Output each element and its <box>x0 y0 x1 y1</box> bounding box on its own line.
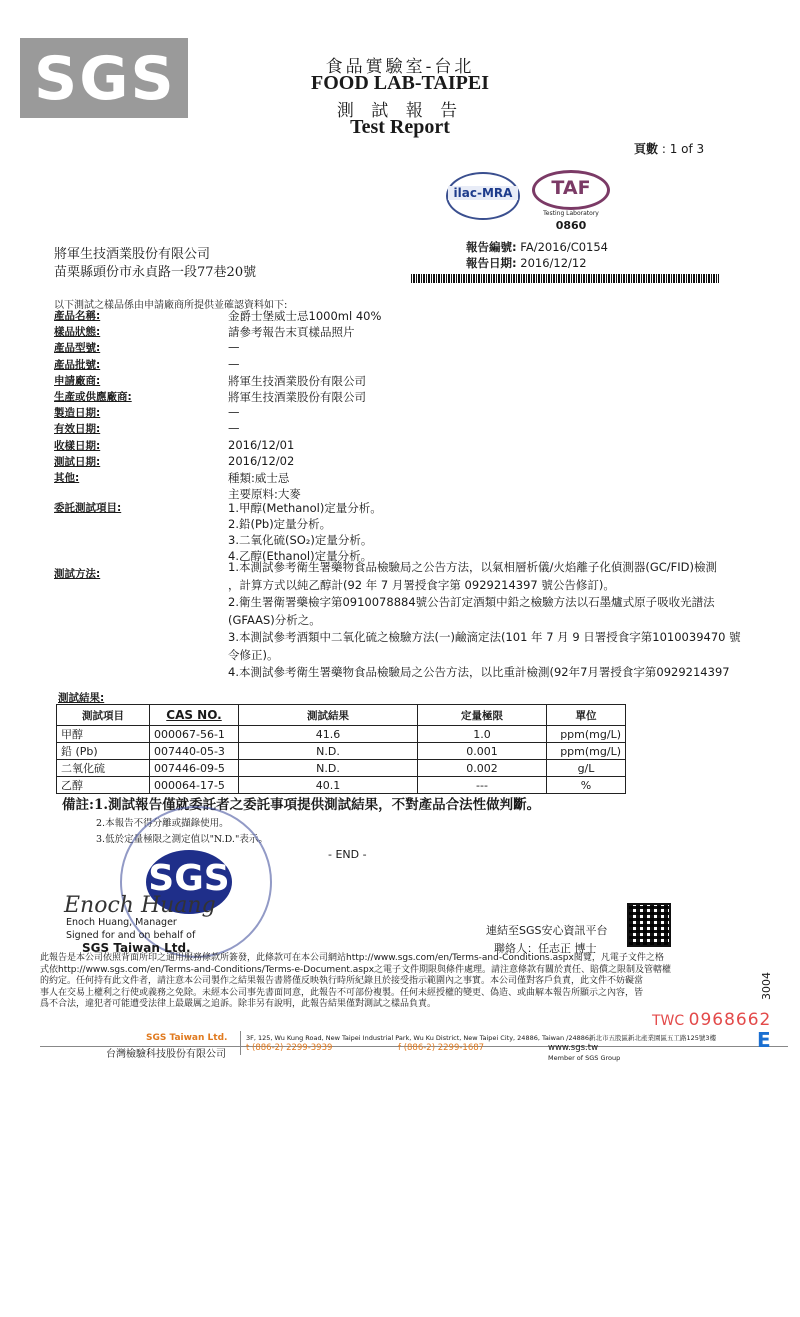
table-row <box>57 777 626 794</box>
side-number: 3004 <box>760 972 773 1000</box>
table-row <box>57 760 626 777</box>
qr-code[interactable] <box>627 903 671 947</box>
title-zh: 食品實驗室-台北 <box>325 57 475 77</box>
sample-info-label: 產品型號: <box>54 342 101 355</box>
twc-number: TWC 0968662 <box>652 1010 772 1030</box>
method-line: 2.衛生署衛署藥檢字第0910078884號公告訂定酒類中鉛之檢驗方法以石墨爐式原子吸收光譜法 <box>228 595 715 609</box>
platform-link[interactable]: 連結至SGS安心資訊平台 <box>486 924 608 937</box>
methods-text <box>228 559 768 682</box>
cell: 40.1 <box>239 777 418 794</box>
results-table <box>56 704 626 794</box>
contact-person: 聯絡人：任志正 博士 <box>494 942 597 955</box>
e-mark-icon: E <box>757 1028 771 1052</box>
sample-info-value: 將軍生技酒業股份有限公司 <box>228 373 366 388</box>
cell: % <box>547 777 626 794</box>
col-header: 定量極限 <box>418 705 547 726</box>
footer-address: 3F, 125, Wu Kung Road, New Taipei Industrial Park, Wu Ku District, New Taipei City, 24886, Taiwan /24886新北市五股區新北產業園區五工路125號3樓 <box>246 1034 717 1042</box>
method-line: ，計算方式以純乙醇計(92 年 7 月署授食字第 0929214397 號公告修訂)。 <box>228 577 615 592</box>
end-marker: - END - <box>328 848 367 861</box>
cell: 007446-09-5 <box>150 760 239 777</box>
footer-company-zh: 台灣檢驗科技股份有限公司 <box>106 1049 226 1060</box>
sample-info-value: 種類:威士忌 <box>228 471 290 485</box>
footer-tel: t (886-2) 2299-3939 <box>246 1043 333 1053</box>
method-line: (GFAAS)分析之。 <box>228 612 321 627</box>
sample-info-value: 主要原料:大麥 <box>228 487 301 502</box>
sample-info-value: — <box>228 405 240 420</box>
cell: 乙醇 <box>57 777 150 794</box>
methods-label: 測試方法: <box>54 568 101 580</box>
signer-company: SGS Taiwan Ltd. <box>82 941 191 955</box>
cell: --- <box>418 777 547 794</box>
cell: 二氧化硫 <box>57 760 150 777</box>
sample-info-value: — <box>228 340 240 355</box>
footer-fax: f (886-2) 2299-1687 <box>398 1043 485 1053</box>
report-title-zh: 測 試 報 告 <box>336 101 464 121</box>
report-title-en: Test Report <box>350 116 450 138</box>
cell: 甲醇 <box>57 726 150 743</box>
page-indicator <box>634 140 704 157</box>
footer-separator <box>240 1031 241 1055</box>
terms-line: 爲不合法，違犯者可能遭受法律上最嚴厲之追訴。除非另有說明，此報告結果僅對測試之樣品負責。 <box>40 999 437 1009</box>
sample-info-label: 產品名稱: <box>54 310 101 322</box>
sample-info-value: 將軍生技酒業股份有限公司 <box>228 390 366 404</box>
table-row <box>57 726 626 743</box>
sample-info-value: 2016/12/01 <box>228 437 295 452</box>
cell: N.D. <box>239 743 418 760</box>
report-number: 報告編號: FA/2016/C0154 <box>466 240 609 254</box>
terms-text <box>40 953 780 1011</box>
note-1: 備註:1.測試報告僅就委託者之委託事項提供測試結果，不對產品合法性做判斷。 <box>62 797 541 813</box>
note-2: 2.本報告不得分離或擷錄使用。 <box>96 818 229 829</box>
report-date: 報告日期: 2016/12/12 <box>466 256 587 270</box>
ilac-mra-logo: ilac-MRA <box>446 172 520 220</box>
lab-number: 0860 <box>555 219 587 232</box>
intro-text: 以下測試之樣品係由申請廠商所提供並確認資料如下: <box>54 300 288 311</box>
col-header: 測試項目 <box>57 705 150 726</box>
client-name: 將軍生技酒業股份有限公司 <box>54 247 211 262</box>
title-en: FOOD LAB-TAIPEI <box>311 72 489 94</box>
cell: 41.6 <box>239 726 418 743</box>
sample-info-label: 測試日期: <box>54 455 101 468</box>
sgs-logo: SGS <box>20 38 188 118</box>
cell: g/L <box>547 760 626 777</box>
table-row <box>57 743 626 760</box>
signature-scribble: Enoch Huang <box>64 893 216 918</box>
method-line: 4.本測試參考衛生署藥物食品檢驗局之公告方法，以比重計檢測(92年7月署授食字第0929214397 <box>228 665 730 679</box>
sample-info-value: — <box>228 421 240 436</box>
cell: ppm(mg/L) <box>547 726 626 743</box>
cell: 0.002 <box>418 760 547 777</box>
page-label: 頁數 <box>634 142 659 156</box>
footer-web[interactable]: www.sgs.tw <box>548 1043 599 1053</box>
sample-info-label: 製造日期: <box>54 407 101 420</box>
signed-for: Signed for and on behalf of <box>66 930 196 941</box>
method-line: 令修正)。 <box>228 647 279 662</box>
sample-info-value: 請參考報告末頁樣品照片 <box>228 325 355 340</box>
taf-subtitle: Testing Laboratory <box>543 210 599 217</box>
sample-info-label: 其他: <box>54 472 80 484</box>
terms-line: 的約定。任何持有此文件者，請注意本公司製作之結果報告書將僅反映執行時所紀錄且於接受指示範圍內之事實。本公司僅對客戶負責，此文件不妨礙當 <box>40 976 644 986</box>
sgs-seal-badge: SGS <box>146 850 232 914</box>
cell: 007440-05-3 <box>150 743 239 760</box>
test-item: 3.二氧化硫(SO₂)定量分析。 <box>228 533 373 547</box>
col-header: 單位 <box>547 705 626 726</box>
results-header-row <box>57 705 626 726</box>
page-value: : 1 of 3 <box>661 142 705 156</box>
test-item: 4.乙醇(Ethanol)定量分析。 <box>228 549 373 563</box>
method-line: 3.本測試參考酒類中二氧化硫之檢驗方法(一)鹼滴定法(101 年 7 月 9 日署授食字第1010039470 號 <box>228 630 741 644</box>
col-header: CAS NO. <box>150 705 239 726</box>
sample-info-label: 申請廠商: <box>54 374 101 387</box>
sample-info-label: 有效日期: <box>54 423 101 436</box>
sample-info-value: 2016/12/02 <box>228 453 295 468</box>
cell: N.D. <box>239 760 418 777</box>
terms-line: 此報告是本公司依照背面所印之通用服務條款所簽發，此條款可在本公司網站http://www.sgs.com/en/Terms-and-Conditions.aspx閱覽，凡電子文件之格 <box>40 953 664 963</box>
sample-info-label: 樣品狀態: <box>54 326 101 339</box>
test-item: 1.甲醇(Methanol)定量分析。 <box>228 501 382 515</box>
sample-info-label: 產品批號: <box>54 358 101 371</box>
note-3: 3.低於定量極限之測定值以"N.D."表示。 <box>96 834 268 845</box>
cell: 000064-17-5 <box>150 777 239 794</box>
sample-info-label: 收樣日期: <box>54 439 101 452</box>
terms-line: 事人在交易上權利之行使或義務之免除。未經本公司事先書面同意，此報告不可部份複製。任何未經授權的變更、偽造、或曲解本報告所顯示之內容，皆 <box>40 987 644 998</box>
test-items-list <box>228 500 382 564</box>
terms-line: 式依http://www.sgs.com/en/Terms-and-Conditions/Terms-e-Document.aspx之電子文件期限與條件處理。請注意條款有關於責任、賠償之限制及管轄權 <box>40 964 672 975</box>
footer-company-en: SGS Taiwan Ltd. <box>146 1033 228 1043</box>
col-header: 測試結果 <box>239 705 418 726</box>
signer-name: Enoch Huang, Manager <box>66 917 177 928</box>
sample-info-label: 生產或供應廠商: <box>54 391 132 403</box>
cell: ppm(mg/L) <box>547 743 626 760</box>
test-item: 2.鉛(Pb)定量分析。 <box>228 517 332 531</box>
cell: 1.0 <box>418 726 547 743</box>
sample-info-value: — <box>228 356 240 371</box>
results-label: 測試結果: <box>58 692 105 704</box>
cell: 000067-56-1 <box>150 726 239 743</box>
sample-info-value: 金爵士堡威士忌1000ml 40% <box>228 309 382 323</box>
barcode <box>411 274 719 283</box>
client-address: 苗栗縣頭份市永貞路一段77巷20號 <box>54 265 257 280</box>
method-line: 1.本測試參考衛生署藥物食品檢驗局之公告方法，以氣相層析儀/火焰離子化偵測器(GC/FID)檢測 <box>228 560 717 574</box>
test-items-label: 委託測試項目: <box>54 502 122 514</box>
cell: 鉛 (Pb) <box>57 743 150 760</box>
taf-logo: TAF <box>532 170 610 210</box>
cell: 0.001 <box>418 743 547 760</box>
footer-member: Member of SGS Group <box>548 1054 621 1062</box>
